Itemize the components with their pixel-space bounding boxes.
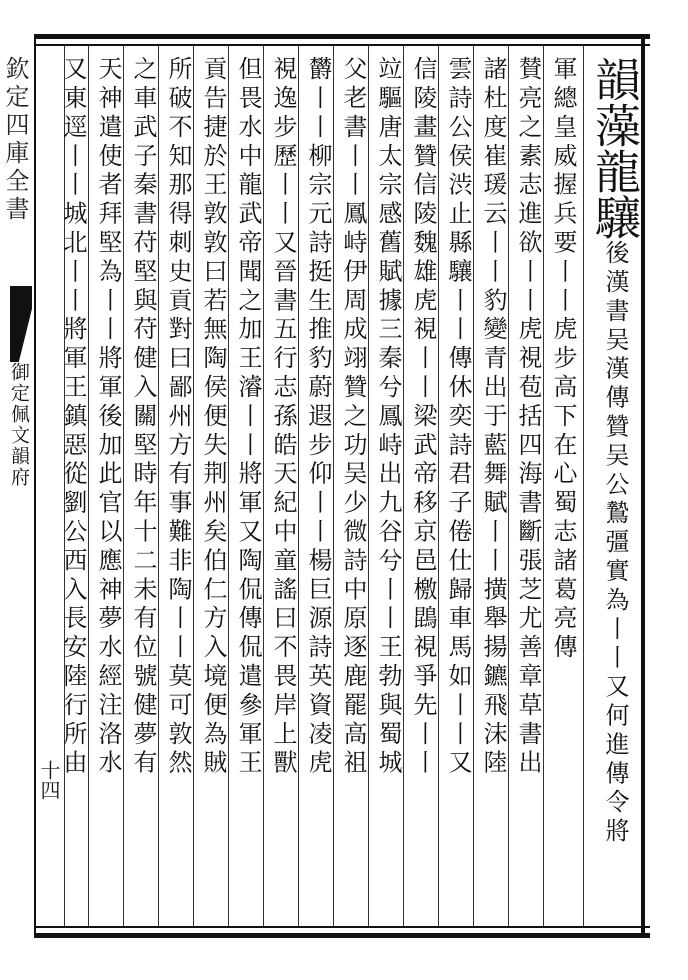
column-text: 信陵畫贊信陵魏雄虎視丨丨梁武帝移京邑檄鵾視爭先丨丨 <box>409 56 437 779</box>
column-text: 天神遣使者拜堅為丨丨將軍後加此官以應神夢水經注洛水 <box>94 56 122 779</box>
column-text: 視逸步歷丨丨又晉書五行志孫皓天紀中童謠曰不畏岸上獸 <box>269 56 297 779</box>
column-text: 欝丨丨柳宗元詩挺生推豹蔚遐步仰丨丨楊巨源詩英資凌虎 <box>304 56 332 779</box>
text-column-8 <box>333 46 373 926</box>
column-text: 但畏水中龍武帝聞之加王濬丨丨將軍又陶侃傳侃遣參軍王 <box>234 56 262 779</box>
text-column-16 <box>59 46 93 926</box>
column-text: 賛亮之素志進欲丨丨虎視苞括四海書斷張芝尤善章草書出 <box>514 56 542 779</box>
collection-title: 欽定四庫全書 <box>1 56 29 224</box>
bottom-border <box>34 926 650 938</box>
column-text: 所破不知那得刺史貢對曰鄙州方有事難非陶丨丨莫可敦然 <box>164 56 192 779</box>
text-column-10 <box>263 46 303 926</box>
left-border <box>34 34 36 938</box>
column-text: 後漢書吴漢傳贊吴公鷙彊實為丨丨又何進傳令將 <box>601 240 629 847</box>
column-text: 貢告捷於王敦敦曰若無陶侯便失荆州矣伯仁方入境便為賊 <box>199 56 227 779</box>
text-column-11 <box>228 46 268 926</box>
text-column-3 <box>508 46 548 926</box>
column-text: 軍總皇威握兵要丨丨虎步高下在心蜀志諸葛亮傳 <box>549 56 577 663</box>
column-text: 之車武子秦書苻堅與苻健入關堅時年十二未有位號健夢有 <box>129 56 157 779</box>
text-column-14 <box>123 46 163 926</box>
text-columns <box>59 46 642 926</box>
text-column-15 <box>88 46 128 926</box>
text-column-13 <box>158 46 198 926</box>
text-column-1 <box>583 46 642 926</box>
text-column-12 <box>193 46 233 926</box>
column-text: 竝驅唐太宗感舊賦據三秦兮鳳峙出九谷兮丨丨王勃與蜀城 <box>374 56 402 779</box>
column-text: 諸杜度崔瑗云丨丨豹變青出于藍舞賦丨丨撗舉揚鑣飛沫陸 <box>479 56 507 779</box>
text-column-6 <box>403 46 443 926</box>
fishtail-mark <box>10 286 32 362</box>
text-column-2 <box>543 46 583 926</box>
top-border <box>34 34 650 46</box>
text-column-9 <box>298 46 338 926</box>
column-text: 父老書丨丨鳳峙伊周成翊贊之功吴少微詩中原逐鹿罷高祖 <box>339 56 367 779</box>
entry-heading: 韻藻龍驤 <box>588 56 642 240</box>
page-gutter <box>0 46 30 926</box>
page-number: 十四 <box>37 760 61 800</box>
text-column-4 <box>473 46 513 926</box>
text-column-5 <box>438 46 478 926</box>
text-column-7 <box>368 46 408 926</box>
column-text: 又東逕丨丨城北丨丨將軍王鎮惡從劉公西入長安陸行所由 <box>59 56 87 779</box>
book-title: 御定佩文韻府 <box>8 362 30 488</box>
column-text: 雲詩公侯渋止縣驤丨丨傳休奕詩君子倦仕歸車馬如丨丨又 <box>444 56 472 779</box>
